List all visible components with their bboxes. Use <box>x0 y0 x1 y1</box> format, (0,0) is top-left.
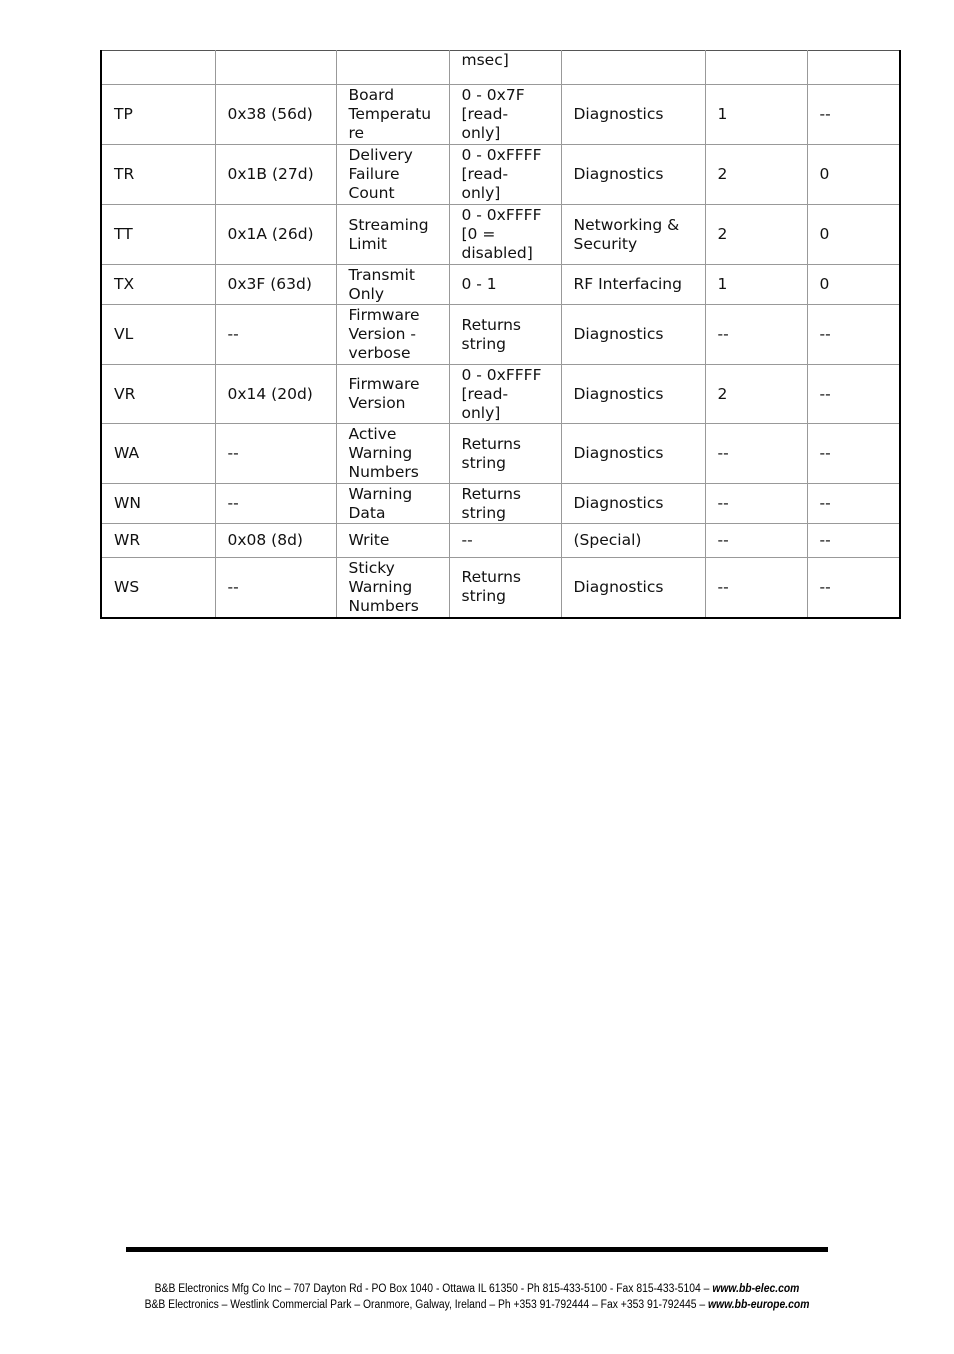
cell-text: TT <box>114 225 133 243</box>
table-cell-category <box>561 524 705 558</box>
table-cell-name <box>336 85 449 145</box>
cell-text: -- <box>227 494 239 512</box>
table-cell-range <box>449 205 561 265</box>
cell-text: 0 - 0xFFFF [0 = disabled] <box>461 206 542 262</box>
table-cell-category <box>561 424 705 484</box>
table-cell-range <box>449 265 561 305</box>
table-row <box>101 558 900 618</box>
cell-text: -- <box>819 384 831 403</box>
table-row <box>101 365 900 424</box>
table-cell-cmd <box>101 305 215 365</box>
cell-text: Diagnostics <box>573 577 664 596</box>
table-cell-name <box>336 365 449 424</box>
table-cell-default <box>807 145 900 205</box>
table-cell-param <box>215 365 336 424</box>
cell-text: Board Temperatu re <box>348 86 432 142</box>
cell-text: Warning Data <box>348 484 413 522</box>
table-cell-range <box>449 365 561 424</box>
table-cell-bytes <box>705 365 807 424</box>
table-cell-default <box>807 484 900 524</box>
table-row <box>101 85 900 145</box>
table-cell-cmd <box>101 484 215 524</box>
cell-text: -- <box>717 577 729 596</box>
command-table-body <box>101 51 900 618</box>
table-cell-category <box>561 51 705 85</box>
cell-text: 2 <box>717 384 728 403</box>
table-row <box>101 205 900 265</box>
cell-text: Sticky Warning Numbers <box>348 558 419 615</box>
table-cell-category <box>561 205 705 265</box>
footer-web-us[interactable]: www.bb-elec.com <box>712 1283 800 1295</box>
cell-text: 0x1B (27d) <box>227 165 314 183</box>
table-cell-category <box>561 85 705 145</box>
footer-address-us <box>48 1282 907 1296</box>
cell-text: 0x08 (8d) <box>227 531 303 549</box>
table-cell-default <box>807 524 900 558</box>
cell-text: -- <box>717 531 729 549</box>
cell-text: RF Interfacing <box>573 275 682 293</box>
cell-text: -- <box>819 105 831 123</box>
table-row <box>101 484 900 524</box>
table-cell-bytes <box>705 524 807 558</box>
cell-text: Write <box>348 531 390 549</box>
table-cell-bytes <box>705 205 807 265</box>
table-cell-range <box>449 145 561 205</box>
table-cell-cmd <box>101 558 215 618</box>
table-cell-bytes <box>705 265 807 305</box>
cell-text: -- <box>717 325 729 343</box>
cell-text: Diagnostics <box>573 384 664 403</box>
table-cell-name <box>336 205 449 265</box>
table-cell-default <box>807 205 900 265</box>
cell-text: 0x14 (20d) <box>227 384 313 403</box>
table-cell-default <box>807 558 900 618</box>
cell-text: 0x1A (26d) <box>227 225 314 243</box>
cell-text: -- <box>461 531 473 549</box>
table-cell-range <box>449 524 561 558</box>
table-row <box>101 424 900 484</box>
cell-text: Networking & Security <box>573 215 680 253</box>
table-cell-bytes <box>705 51 807 85</box>
table-cell-default <box>807 305 900 365</box>
table-cell-cmd <box>101 265 215 305</box>
footer-rule <box>126 1247 828 1252</box>
cell-text: -- <box>717 494 729 512</box>
table-row <box>101 305 900 365</box>
footer-address-us-text: B&B Electronics Mfg Co Inc – 707 Dayton Rd - PO Box 1040 - Ottawa IL 61350 - Ph 815-433-5100 - Fax 815-433-5104 – <box>154 1283 713 1295</box>
cell-text: -- <box>819 325 831 343</box>
table-cell-range <box>449 558 561 618</box>
table-cell-range <box>449 484 561 524</box>
cell-text: Diagnostics <box>573 494 664 512</box>
cell-text: (Special) <box>573 531 642 549</box>
table-cell-param <box>215 51 336 85</box>
cell-text: Diagnostics <box>573 105 664 123</box>
cell-text: 0x38 (56d) <box>227 105 313 123</box>
table-cell-default <box>807 424 900 484</box>
cell-text: -- <box>819 531 831 549</box>
cell-text: Diagnostics <box>573 165 664 183</box>
cell-text: WS <box>114 577 140 596</box>
table-cell-default <box>807 85 900 145</box>
cell-text: TR <box>114 165 135 183</box>
table-cell-range <box>449 424 561 484</box>
cell-text: Returns string <box>461 568 522 606</box>
table-cell-bytes <box>705 484 807 524</box>
cell-text: Transmit Only <box>348 265 415 303</box>
table-cell-param <box>215 205 336 265</box>
table-cell-category <box>561 305 705 365</box>
cell-text: msec] <box>461 51 509 69</box>
cell-text: 1 <box>717 275 728 293</box>
footer-address-eu <box>48 1298 907 1312</box>
table-cell-bytes <box>705 145 807 205</box>
table-cell-default <box>807 51 900 85</box>
table-cell-name <box>336 424 449 484</box>
table-cell-cmd <box>101 365 215 424</box>
table-cell-category <box>561 365 705 424</box>
table-cell-param <box>215 145 336 205</box>
footer-address-eu-text: B&B Electronics – Westlink Commercial Park – Oranmore, Galway, Ireland – Ph +353 91-792444 – Fax +353 91-792445 – <box>144 1299 709 1311</box>
cell-text: WN <box>114 494 141 512</box>
table-row <box>101 51 900 85</box>
table-cell-category <box>561 484 705 524</box>
table-cell-param <box>215 484 336 524</box>
table-cell-param <box>215 424 336 484</box>
cell-text: Diagnostics <box>573 325 664 343</box>
cell-text: Firmware Version - verbose <box>348 306 420 362</box>
cell-text: Returns string <box>461 315 522 353</box>
command-table <box>100 50 901 619</box>
cell-text: VR <box>114 384 136 403</box>
cell-text: Firmware Version <box>348 375 420 412</box>
table-cell-cmd <box>101 424 215 484</box>
table-cell-range <box>449 85 561 145</box>
cell-text: 0 - 0xFFFF [read- only] <box>461 365 542 422</box>
table-cell-param <box>215 558 336 618</box>
table-cell-bytes <box>705 85 807 145</box>
table-cell-param <box>215 524 336 558</box>
table-cell-cmd <box>101 205 215 265</box>
table-cell-name <box>336 51 449 85</box>
cell-text: Returns string <box>461 434 522 472</box>
cell-text: Streaming Limit <box>348 215 429 253</box>
table-row <box>101 145 900 205</box>
table-cell-default <box>807 365 900 424</box>
table-cell-bytes <box>705 558 807 618</box>
cell-text: 0 - 0x7F [read- only] <box>461 86 525 142</box>
table-cell-name <box>336 145 449 205</box>
table-cell-name <box>336 558 449 618</box>
footer-web-eu[interactable]: www.bb-europe.com <box>708 1299 810 1311</box>
table-cell-name <box>336 265 449 305</box>
table-cell-category <box>561 558 705 618</box>
table-cell-category <box>561 145 705 205</box>
table-cell-default <box>807 265 900 305</box>
table-cell-range <box>449 51 561 85</box>
table-cell-param <box>215 85 336 145</box>
cell-text: Delivery Failure Count <box>348 146 413 202</box>
table-cell-category <box>561 265 705 305</box>
table-row <box>101 524 900 558</box>
cell-text: 1 <box>717 105 728 123</box>
cell-text: 0 - 1 <box>461 275 497 293</box>
table-cell-param <box>215 305 336 365</box>
cell-text: -- <box>227 577 239 596</box>
cell-text: -- <box>819 444 831 462</box>
table-cell-cmd <box>101 145 215 205</box>
table-cell-bytes <box>705 424 807 484</box>
cell-text: 0x3F (63d) <box>227 275 312 293</box>
table-cell-bytes <box>705 305 807 365</box>
cell-text: 0 <box>819 275 830 293</box>
cell-text: TP <box>114 105 133 123</box>
cell-text: Diagnostics <box>573 444 664 462</box>
cell-text: Returns string <box>461 484 522 522</box>
cell-text: -- <box>819 494 831 512</box>
cell-text: VL <box>114 325 134 343</box>
table-cell-name <box>336 524 449 558</box>
table-cell-cmd <box>101 524 215 558</box>
table-cell-cmd <box>101 85 215 145</box>
cell-text: WA <box>114 444 140 462</box>
cell-text: 2 <box>717 165 728 183</box>
table-cell-cmd <box>101 51 215 85</box>
table-row <box>101 265 900 305</box>
table-cell-param <box>215 265 336 305</box>
cell-text: 0 - 0xFFFF [read- only] <box>461 146 542 202</box>
cell-text: 0 <box>819 225 830 243</box>
cell-text: Active Warning Numbers <box>348 425 419 481</box>
cell-text: WR <box>114 531 141 549</box>
table-cell-range <box>449 305 561 365</box>
cell-text: -- <box>227 325 239 343</box>
cell-text: -- <box>819 577 831 596</box>
cell-text: -- <box>227 444 239 462</box>
table-cell-name <box>336 484 449 524</box>
table-cell-name <box>336 305 449 365</box>
cell-text: 2 <box>717 225 728 243</box>
cell-text: 0 <box>819 165 830 183</box>
cell-text: TX <box>114 275 135 293</box>
cell-text: -- <box>717 444 729 462</box>
